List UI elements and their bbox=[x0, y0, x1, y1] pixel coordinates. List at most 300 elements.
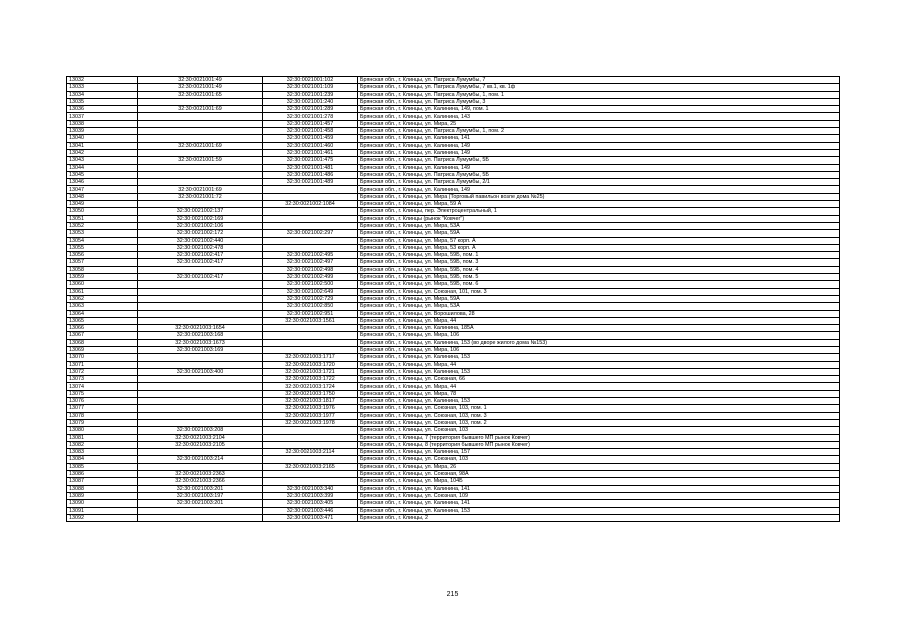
address-cell: Брянская обл., г. Клинцы, ул. Мира, 53А bbox=[358, 303, 840, 310]
address-cell: Брянская обл., г. Клинцы, ул. Мира, 59Б, пом. 5 bbox=[358, 274, 840, 281]
address-cell: Брянская обл., г. Клинцы, ул. Мира, 59А bbox=[358, 295, 840, 302]
parcel-number-cell bbox=[138, 98, 263, 105]
address-cell: Брянская обл., г. Клинцы, ул. Мира, 59 А bbox=[358, 201, 840, 208]
object-number-cell bbox=[263, 332, 358, 339]
row-number-cell: 13081 bbox=[67, 434, 138, 441]
row-number-cell: 13061 bbox=[67, 288, 138, 295]
parcel-number-cell bbox=[138, 419, 263, 426]
address-cell: Брянская обл., г. Клинцы, ул. Союзная, 103, пом. 2 bbox=[358, 419, 840, 426]
object-number-cell: 32:30:0021001:102 bbox=[263, 77, 358, 84]
object-number-cell bbox=[263, 222, 358, 229]
address-cell: Брянская обл., г. Клинцы, ул. Калинина, 141 bbox=[358, 485, 840, 492]
address-cell: Брянская обл., г. Клинцы, ул. Мира, 44 bbox=[358, 383, 840, 390]
object-number-cell: 32:30:0021002:495 bbox=[263, 252, 358, 259]
address-cell: Брянская обл., г. Клинцы, ул. Калинина, 185А bbox=[358, 325, 840, 332]
row-number-cell: 13043 bbox=[67, 157, 138, 164]
table-row bbox=[67, 376, 840, 383]
address-cell: Брянская обл., г. Клинцы, ул. Патриса Лумумбы, 2/1 bbox=[358, 179, 840, 186]
row-number-cell: 13053 bbox=[67, 230, 138, 237]
row-number-cell: 13042 bbox=[67, 149, 138, 156]
object-number-cell: 32:30:0021003:1724 bbox=[263, 383, 358, 390]
row-number-cell: 13079 bbox=[67, 419, 138, 426]
object-number-cell: 32:30:0021002:649 bbox=[263, 288, 358, 295]
row-number-cell: 13036 bbox=[67, 106, 138, 113]
table-row bbox=[67, 295, 840, 302]
parcel-number-cell: 32:30:0021002:417 bbox=[138, 274, 263, 281]
object-number-cell: 32:30:0021003:2114 bbox=[263, 449, 358, 456]
row-number-cell: 13074 bbox=[67, 383, 138, 390]
parcel-number-cell bbox=[138, 120, 263, 127]
object-number-cell: 32:30:0021003:471 bbox=[263, 514, 358, 521]
address-cell: Брянская обл., г. Клинцы, ул. Союзная, 103 bbox=[358, 427, 840, 434]
address-cell: Брянская обл., г. Клинцы, ул. Мира, 57 корп. А bbox=[358, 237, 840, 244]
table-row bbox=[67, 485, 840, 492]
table-row bbox=[67, 492, 840, 499]
row-number-cell: 13063 bbox=[67, 303, 138, 310]
object-number-cell: 32:30:0021001:486 bbox=[263, 171, 358, 178]
parcel-number-cell bbox=[138, 390, 263, 397]
address-cell: Брянская обл., г. Клинцы, ул. Союзная, 98А bbox=[358, 471, 840, 478]
row-number-cell: 13086 bbox=[67, 471, 138, 478]
address-cell: Брянская обл., г. Клинцы, 2 bbox=[358, 514, 840, 521]
parcel-number-cell: 32:30:0021003:201 bbox=[138, 485, 263, 492]
table-row bbox=[67, 128, 840, 135]
object-number-cell: 32:30:0021003:340 bbox=[263, 485, 358, 492]
object-number-cell: 32:30:0021001:239 bbox=[263, 91, 358, 98]
object-number-cell bbox=[263, 441, 358, 448]
row-number-cell: 13039 bbox=[67, 128, 138, 135]
table-row bbox=[67, 157, 840, 164]
table-row bbox=[67, 120, 840, 127]
row-number-cell: 13062 bbox=[67, 295, 138, 302]
table-row bbox=[67, 419, 840, 426]
object-number-cell bbox=[263, 193, 358, 200]
address-cell: Брянская обл., г. Клинцы, ул. Калинина, 143 bbox=[358, 113, 840, 120]
object-number-cell: 32:30:0021002:498 bbox=[263, 266, 358, 273]
table-row bbox=[67, 434, 840, 441]
address-cell: Брянская обл., г. Клинцы, ул. Калинина, 149, пом. 1 bbox=[358, 106, 840, 113]
row-number-cell: 13077 bbox=[67, 405, 138, 412]
parcel-number-cell: 32:30:0021003:2104 bbox=[138, 434, 263, 441]
parcel-number-cell bbox=[138, 376, 263, 383]
object-number-cell: 32:30:0021003:1722 bbox=[263, 376, 358, 383]
table-row bbox=[67, 310, 840, 317]
parcel-number-cell bbox=[138, 310, 263, 317]
address-cell: Брянская обл., г. Клинцы, ул. Калинина, 141 bbox=[358, 135, 840, 142]
table-row bbox=[67, 164, 840, 171]
parcel-number-cell bbox=[138, 507, 263, 514]
row-number-cell: 13052 bbox=[67, 222, 138, 229]
parcel-number-cell: 32:30:0021001:59 bbox=[138, 157, 263, 164]
object-number-cell: 32:30:0021002:850 bbox=[263, 303, 358, 310]
address-cell: Брянская обл., г. Клинцы, ул. Мира, 59А bbox=[358, 230, 840, 237]
address-cell: Брянская обл., г. Клинцы, ул. Калинина, 153 bbox=[358, 368, 840, 375]
parcel-number-cell bbox=[138, 288, 263, 295]
address-cell: Брянская обл., г. Клинцы, ул. Патриса Лумумбы, 7 кв.1, кв. 1ф bbox=[358, 84, 840, 91]
table-row bbox=[67, 84, 840, 91]
row-number-cell: 13044 bbox=[67, 164, 138, 171]
object-number-cell: 32:30:0021003:1720 bbox=[263, 361, 358, 368]
row-number-cell: 13049 bbox=[67, 201, 138, 208]
object-number-cell bbox=[263, 339, 358, 346]
table-row bbox=[67, 222, 840, 229]
address-cell: Брянская обл., г. Клинцы, ул. Союзная, 103, пом. 1 bbox=[358, 405, 840, 412]
address-cell: Брянская обл., г. Клинцы, ул. Мира, 106 bbox=[358, 346, 840, 353]
address-cell: Брянская обл., г. Клинцы, ул. Мира, 59Б, пом. 1 bbox=[358, 252, 840, 259]
row-number-cell: 13069 bbox=[67, 346, 138, 353]
address-cell: Брянская обл., г. Клинцы, ул. Патриса Лумумбы, 1, пом. 2 bbox=[358, 128, 840, 135]
table-row bbox=[67, 135, 840, 142]
address-cell: Брянская обл., г. Клинцы, ул. Союзная, 103, пом. 3 bbox=[358, 412, 840, 419]
address-cell: Брянская обл., г. Клинцы, ул. Калинина, 153 bbox=[358, 354, 840, 361]
row-number-cell: 13072 bbox=[67, 368, 138, 375]
parcel-number-cell: 32:30:0021002:169 bbox=[138, 215, 263, 222]
parcel-number-cell: 32:30:0021002:417 bbox=[138, 252, 263, 259]
object-number-cell: 32:30:0021002:1084 bbox=[263, 201, 358, 208]
parcel-number-cell: 32:30:0021001:69 bbox=[138, 142, 263, 149]
parcel-number-cell bbox=[138, 405, 263, 412]
row-number-cell: 13047 bbox=[67, 186, 138, 193]
table-row bbox=[67, 77, 840, 84]
table-row bbox=[67, 478, 840, 485]
table-row bbox=[67, 427, 840, 434]
table-row bbox=[67, 441, 840, 448]
parcel-number-cell: 32:30:0021003:168 bbox=[138, 332, 263, 339]
table-row bbox=[67, 412, 840, 419]
table-row bbox=[67, 230, 840, 237]
address-cell: Брянская обл., г. Клинцы, ул. Калинина, 157 bbox=[358, 449, 840, 456]
parcel-number-cell: 32:30:0021003:1673 bbox=[138, 339, 263, 346]
row-number-cell: 13034 bbox=[67, 91, 138, 98]
parcel-number-cell: 32:30:0021003:197 bbox=[138, 492, 263, 499]
address-cell: Брянская обл., г. Клинцы, ул. Союзная, 66 bbox=[358, 376, 840, 383]
parcel-number-cell bbox=[138, 317, 263, 324]
address-cell: Брянская обл., г. Клинцы, ул. Союзная, 109 bbox=[358, 492, 840, 499]
table-row bbox=[67, 91, 840, 98]
row-number-cell: 13037 bbox=[67, 113, 138, 120]
table-row bbox=[67, 398, 840, 405]
table-row bbox=[67, 113, 840, 120]
object-number-cell: 32:30:0021003:1976 bbox=[263, 405, 358, 412]
address-cell: Брянская обл., г. Клинцы, ул. Калинина, 153 bbox=[358, 507, 840, 514]
object-number-cell bbox=[263, 325, 358, 332]
address-cell: Брянская обл., г. Клинцы, ул. Мира, 104Б bbox=[358, 478, 840, 485]
row-number-cell: 13048 bbox=[67, 193, 138, 200]
row-number-cell: 13078 bbox=[67, 412, 138, 419]
row-number-cell: 13064 bbox=[67, 310, 138, 317]
parcel-number-cell bbox=[138, 303, 263, 310]
parcel-number-cell: 32:30:0021003:169 bbox=[138, 346, 263, 353]
parcel-number-cell bbox=[138, 412, 263, 419]
row-number-cell: 13033 bbox=[67, 84, 138, 91]
parcel-number-cell: 32:30:0021003:201 bbox=[138, 500, 263, 507]
parcel-number-cell bbox=[138, 281, 263, 288]
row-number-cell: 13070 bbox=[67, 354, 138, 361]
parcel-number-cell bbox=[138, 398, 263, 405]
row-number-cell: 13073 bbox=[67, 376, 138, 383]
object-number-cell bbox=[263, 237, 358, 244]
parcel-number-cell: 32:30:0021003:214 bbox=[138, 456, 263, 463]
object-number-cell: 32:30:0021001:481 bbox=[263, 164, 358, 171]
address-cell: Брянская обл., г. Клинцы, ул. Патриса Лумумбы, 3 bbox=[358, 98, 840, 105]
object-number-cell: 32:30:0021001:460 bbox=[263, 142, 358, 149]
table-row bbox=[67, 193, 840, 200]
parcel-number-cell: 32:30:0021002:137 bbox=[138, 208, 263, 215]
row-number-cell: 13045 bbox=[67, 171, 138, 178]
parcel-number-cell: 32:30:0021001:49 bbox=[138, 77, 263, 84]
table-row bbox=[67, 449, 840, 456]
address-cell: Брянская обл., г. Клинцы, ул. Калинина, 153 bbox=[358, 398, 840, 405]
table-row bbox=[67, 244, 840, 251]
address-cell: Брянская обл., г. Клинцы, ул. Патриса Лумумбы, 1, пом. 1 bbox=[358, 91, 840, 98]
parcel-number-cell bbox=[138, 463, 263, 470]
table-row bbox=[67, 500, 840, 507]
address-cell: Брянская обл., г. Клинцы (рынок "Ковчег") bbox=[358, 215, 840, 222]
parcel-number-cell: 32:30:0021003:2363 bbox=[138, 471, 263, 478]
object-number-cell: 32:30:0021002:951 bbox=[263, 310, 358, 317]
address-cell: Брянская обл., г. Клинцы, ул. Мира, 44 bbox=[358, 361, 840, 368]
row-number-cell: 13060 bbox=[67, 281, 138, 288]
parcel-number-cell: 32:30:0021003:2366 bbox=[138, 478, 263, 485]
object-number-cell: 32:30:0021003:1978 bbox=[263, 419, 358, 426]
table-row bbox=[67, 390, 840, 397]
table-row bbox=[67, 405, 840, 412]
row-number-cell: 13089 bbox=[67, 492, 138, 499]
row-number-cell: 13066 bbox=[67, 325, 138, 332]
object-number-cell: 32:30:0021001:489 bbox=[263, 179, 358, 186]
row-number-cell: 13035 bbox=[67, 98, 138, 105]
row-number-cell: 13040 bbox=[67, 135, 138, 142]
parcel-number-cell bbox=[138, 113, 263, 120]
object-number-cell bbox=[263, 215, 358, 222]
table-row bbox=[67, 208, 840, 215]
row-number-cell: 13082 bbox=[67, 441, 138, 448]
address-cell: Брянская обл., г. Клинцы, ул. Ворошилова, 28 bbox=[358, 310, 840, 317]
parcel-number-cell: 32:30:0021001:72 bbox=[138, 193, 263, 200]
address-cell: Брянская обл., г. Клинцы, ул. Патриса Лумумбы, 5Б bbox=[358, 171, 840, 178]
row-number-cell: 13071 bbox=[67, 361, 138, 368]
parcel-number-cell bbox=[138, 128, 263, 135]
parcel-number-cell: 32:30:0021002:106 bbox=[138, 222, 263, 229]
address-cell: Брянская обл., г. Клинцы, ул. Мира, 59Б, пом. 6 bbox=[358, 281, 840, 288]
table-row bbox=[67, 98, 840, 105]
parcel-number-cell: 32:30:0021001:65 bbox=[138, 91, 263, 98]
address-cell: Брянская обл., г. Клинцы, ул. Калинина, 153 (во дворе жилого дома №153) bbox=[358, 339, 840, 346]
object-number-cell: 32:30:0021003:405 bbox=[263, 500, 358, 507]
parcel-number-cell bbox=[138, 266, 263, 273]
row-number-cell: 13057 bbox=[67, 259, 138, 266]
parcel-number-cell: 32:30:0021002:440 bbox=[138, 237, 263, 244]
object-number-cell: 32:30:0021001:458 bbox=[263, 128, 358, 135]
object-number-cell: 32:30:0021003:446 bbox=[263, 507, 358, 514]
table-row bbox=[67, 346, 840, 353]
parcel-number-cell: 32:30:0021003:400 bbox=[138, 368, 263, 375]
table-row bbox=[67, 383, 840, 390]
address-cell: Брянская обл., г. Клинцы, ул. Калинина, 149 bbox=[358, 142, 840, 149]
object-number-cell: 32:30:0021001:459 bbox=[263, 135, 358, 142]
parcel-number-cell: 32:30:0021001:69 bbox=[138, 106, 263, 113]
row-number-cell: 13054 bbox=[67, 237, 138, 244]
object-number-cell: 32:30:0021003:1750 bbox=[263, 390, 358, 397]
address-cell: Брянская обл., г. Клинцы, ул. Мира, 53А bbox=[358, 222, 840, 229]
table-row bbox=[67, 514, 840, 521]
row-number-cell: 13075 bbox=[67, 390, 138, 397]
row-number-cell: 13088 bbox=[67, 485, 138, 492]
object-number-cell: 32:30:0021001:475 bbox=[263, 157, 358, 164]
table-row bbox=[67, 179, 840, 186]
object-number-cell bbox=[263, 186, 358, 193]
object-number-cell: 32:30:0021003:1717 bbox=[263, 354, 358, 361]
table-row bbox=[67, 339, 840, 346]
address-cell: Брянская обл., г. Клинцы, ул. Мира, 25 bbox=[358, 120, 840, 127]
table-row bbox=[67, 332, 840, 339]
object-number-cell: 32:30:0021001:289 bbox=[263, 106, 358, 113]
parcel-number-cell: 32:30:0021002:172 bbox=[138, 230, 263, 237]
row-number-cell: 13059 bbox=[67, 274, 138, 281]
parcel-number-cell: 32:30:0021003:208 bbox=[138, 427, 263, 434]
row-number-cell: 13067 bbox=[67, 332, 138, 339]
parcel-number-cell bbox=[138, 383, 263, 390]
parcel-number-cell: 32:30:0021001:69 bbox=[138, 186, 263, 193]
object-number-cell: 32:30:0021002:297 bbox=[263, 230, 358, 237]
row-number-cell: 13083 bbox=[67, 449, 138, 456]
parcel-number-cell bbox=[138, 449, 263, 456]
object-number-cell: 32:30:0021003:1561 bbox=[263, 317, 358, 324]
address-cell: Брянская обл., г. Клинцы, ул. Патриса Лумумбы, 7 bbox=[358, 77, 840, 84]
table-row bbox=[67, 274, 840, 281]
parcel-number-cell: 32:30:0021001:49 bbox=[138, 84, 263, 91]
address-cell: Брянская обл., г. Клинцы, ул. Мира, 78 bbox=[358, 390, 840, 397]
object-number-cell bbox=[263, 346, 358, 353]
address-cell: Брянская обл., г. Клинцы, ул. Патриса Лумумбы, 5Б bbox=[358, 157, 840, 164]
object-number-cell bbox=[263, 434, 358, 441]
row-number-cell: 13092 bbox=[67, 514, 138, 521]
registry-table bbox=[66, 76, 840, 522]
parcel-number-cell bbox=[138, 164, 263, 171]
parcel-number-cell bbox=[138, 361, 263, 368]
address-cell: Брянская обл., г. Клинцы, ул. Калинина, 149 bbox=[358, 186, 840, 193]
address-cell: Брянская обл., г. Клинцы, ул. Союзная, 103 bbox=[358, 456, 840, 463]
address-cell: Брянская обл., г. Клинцы, ул. Мира, 53 корп. А bbox=[358, 244, 840, 251]
address-cell: Брянская обл., г. Клинцы, ул. Калинина, 149 bbox=[358, 149, 840, 156]
table-row bbox=[67, 456, 840, 463]
object-number-cell bbox=[263, 471, 358, 478]
table-row bbox=[67, 361, 840, 368]
address-cell: Брянская обл., г. Клинцы, 8 (территория бывшего МП рынок Ковчег) bbox=[358, 441, 840, 448]
row-number-cell: 13050 bbox=[67, 208, 138, 215]
parcel-number-cell bbox=[138, 514, 263, 521]
object-number-cell: 32:30:0021003:1977 bbox=[263, 412, 358, 419]
row-number-cell: 13032 bbox=[67, 77, 138, 84]
row-number-cell: 13038 bbox=[67, 120, 138, 127]
row-number-cell: 13055 bbox=[67, 244, 138, 251]
row-number-cell: 13090 bbox=[67, 500, 138, 507]
table-row bbox=[67, 303, 840, 310]
row-number-cell: 13084 bbox=[67, 456, 138, 463]
table-row bbox=[67, 471, 840, 478]
table-row bbox=[67, 317, 840, 324]
object-number-cell bbox=[263, 208, 358, 215]
object-number-cell: 32:30:0021001:240 bbox=[263, 98, 358, 105]
address-cell: Брянская обл., г. Клинцы, ул. Калинина, 141 bbox=[358, 500, 840, 507]
table-row bbox=[67, 237, 840, 244]
table-row bbox=[67, 354, 840, 361]
object-number-cell: 32:30:0021001:461 bbox=[263, 149, 358, 156]
table-row bbox=[67, 106, 840, 113]
registry-table-body bbox=[67, 77, 840, 522]
table-row bbox=[67, 463, 840, 470]
table-row bbox=[67, 186, 840, 193]
object-number-cell: 32:30:0021001:457 bbox=[263, 120, 358, 127]
row-number-cell: 13046 bbox=[67, 179, 138, 186]
table-row bbox=[67, 171, 840, 178]
table-row bbox=[67, 281, 840, 288]
parcel-number-cell bbox=[138, 201, 263, 208]
row-number-cell: 13076 bbox=[67, 398, 138, 405]
object-number-cell: 32:30:0021003:399 bbox=[263, 492, 358, 499]
row-number-cell: 13056 bbox=[67, 252, 138, 259]
parcel-number-cell bbox=[138, 149, 263, 156]
object-number-cell: 32:30:0021003:1721 bbox=[263, 368, 358, 375]
object-number-cell: 32:30:0021002:499 bbox=[263, 274, 358, 281]
table-row bbox=[67, 288, 840, 295]
table-row bbox=[67, 215, 840, 222]
table-row bbox=[67, 507, 840, 514]
address-cell: Брянская обл., г. Клинцы, ул. Союзная, 101, пом. 3 bbox=[358, 288, 840, 295]
row-number-cell: 13085 bbox=[67, 463, 138, 470]
object-number-cell: 32:30:0021001:109 bbox=[263, 84, 358, 91]
row-number-cell: 13087 bbox=[67, 478, 138, 485]
parcel-number-cell bbox=[138, 135, 263, 142]
parcel-number-cell bbox=[138, 179, 263, 186]
address-cell: Брянская обл., г. Клинцы, ул. Мира, 59Б, пом. 3 bbox=[358, 259, 840, 266]
row-number-cell: 13051 bbox=[67, 215, 138, 222]
address-cell: Брянская обл., г. Клинцы, пер. Электроцентральный, 1 bbox=[358, 208, 840, 215]
address-cell: Брянская обл., г. Клинцы, ул. Мира, 106 bbox=[358, 332, 840, 339]
object-number-cell: 32:30:0021001:278 bbox=[263, 113, 358, 120]
row-number-cell: 13058 bbox=[67, 266, 138, 273]
table-row bbox=[67, 368, 840, 375]
address-cell: Брянская обл., г. Клинцы, ул. Мира (Торговый павильон возле дома №25) bbox=[358, 193, 840, 200]
parcel-number-cell: 32:30:0021002:417 bbox=[138, 259, 263, 266]
address-cell: Брянская обл., г. Клинцы, ул. Мира, 26 bbox=[358, 463, 840, 470]
object-number-cell: 32:30:0021003:2165 bbox=[263, 463, 358, 470]
object-number-cell bbox=[263, 427, 358, 434]
parcel-number-cell: 32:30:0021002:478 bbox=[138, 244, 263, 251]
row-number-cell: 13065 bbox=[67, 317, 138, 324]
object-number-cell: 32:30:0021002:729 bbox=[263, 295, 358, 302]
table-row bbox=[67, 259, 840, 266]
object-number-cell bbox=[263, 478, 358, 485]
address-cell: Брянская обл., г. Клинцы, 7 (территория бывшего МП рынок Ковчег) bbox=[358, 434, 840, 441]
object-number-cell: 32:30:0021002:500 bbox=[263, 281, 358, 288]
object-number-cell: 32:30:0021003:1817 bbox=[263, 398, 358, 405]
row-number-cell: 13068 bbox=[67, 339, 138, 346]
object-number-cell: 32:30:0021002:497 bbox=[263, 259, 358, 266]
parcel-number-cell bbox=[138, 171, 263, 178]
page-number: 215 bbox=[446, 591, 459, 598]
parcel-number-cell: 32:30:0021003:1654 bbox=[138, 325, 263, 332]
parcel-number-cell bbox=[138, 295, 263, 302]
address-cell: Брянская обл., г. Клинцы, ул. Калинина, 149 bbox=[358, 164, 840, 171]
table-row bbox=[67, 201, 840, 208]
object-number-cell bbox=[263, 244, 358, 251]
parcel-number-cell bbox=[138, 354, 263, 361]
row-number-cell: 13041 bbox=[67, 142, 138, 149]
table-row bbox=[67, 252, 840, 259]
address-cell: Брянская обл., г. Клинцы, ул. Мира, 44 bbox=[358, 317, 840, 324]
table-row bbox=[67, 142, 840, 149]
